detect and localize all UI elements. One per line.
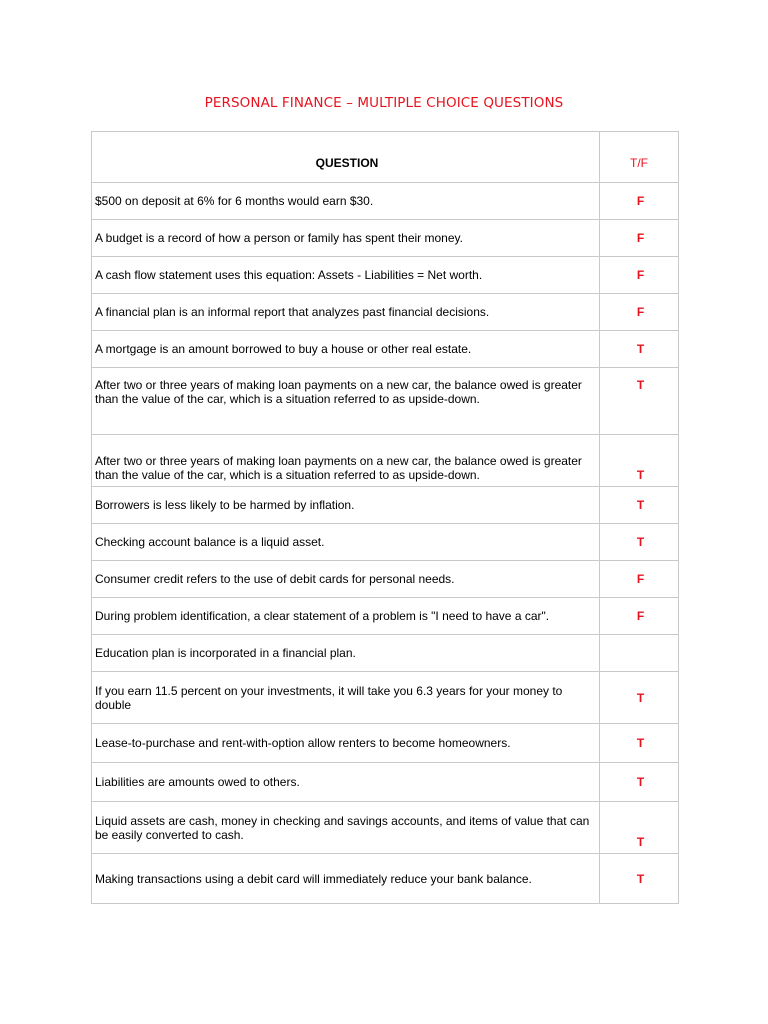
table-row [92,183,679,220]
answer-cell: F [600,257,679,294]
question-cell: Liabilities are amounts owed to others. [92,763,600,802]
table-row [92,561,679,598]
answer-cell: T [600,672,679,724]
table-row [92,257,679,294]
answer-cell: T [600,763,679,802]
answer-cell: T [600,854,679,904]
question-cell: Checking account balance is a liquid asset. [92,524,600,561]
table-row [92,763,679,802]
answer-cell: F [600,294,679,331]
question-cell: After two or three years of making loan payments on a new car, the balance owed is greater than the value of the car, which is a situation referred to as upside-down. [92,435,600,487]
question-cell: Making transactions using a debit card will immediately reduce your bank balance. [92,854,600,904]
question-cell: A cash flow statement uses this equation: Assets - Liabilities = Net worth. [92,257,600,294]
table-row [92,331,679,368]
answer-cell: F [600,183,679,220]
questions-table [91,131,679,904]
answer-cell: F [600,220,679,257]
answer-cell: T [600,487,679,524]
table-row [92,672,679,724]
table-row [92,368,679,435]
answer-cell: T [600,724,679,763]
table-row [92,854,679,904]
answer-cell: T [600,368,679,435]
table-row [92,598,679,635]
answer-cell: F [600,598,679,635]
question-cell: Lease-to-purchase and rent-with-option allow renters to become homeowners. [92,724,600,763]
answer-cell: T [600,435,679,487]
answer-cell: T [600,802,679,854]
table-row [92,294,679,331]
question-cell: If you earn 11.5 percent on your investments, it will take you 6.3 years for your money to double [92,672,600,724]
question-cell: Liquid assets are cash, money in checking and savings accounts, and items of value that can be easily converted to cash. [92,802,600,854]
answer-cell: T [600,331,679,368]
question-cell: $500 on deposit at 6% for 6 months would earn $30. [92,183,600,220]
answer-cell: T [600,524,679,561]
question-cell: Education plan is incorporated in a financial plan. [92,635,600,672]
question-cell: A budget is a record of how a person or family has spent their money. [92,220,600,257]
question-cell: Borrowers is less likely to be harmed by inflation. [92,487,600,524]
page-title: PERSONAL FINANCE – MULTIPLE CHOICE QUESTIONS [204,95,564,111]
table-header-row [92,132,679,183]
table-row [92,435,679,487]
question-cell: After two or three years of making loan payments on a new car, the balance owed is greater than the value of the car, which is a situation referred to as upside-down. [92,368,600,435]
table-row [92,802,679,854]
answer-cell: F [600,561,679,598]
question-cell: A mortgage is an amount borrowed to buy a house or other real estate. [92,331,600,368]
question-cell: A financial plan is an informal report that analyzes past financial decisions. [92,294,600,331]
question-column-header: QUESTION [92,132,600,183]
table-row [92,487,679,524]
table-row [92,524,679,561]
table-row [92,635,679,672]
answer-cell [600,635,679,672]
question-cell: Consumer credit refers to the use of debit cards for personal needs. [92,561,600,598]
tf-column-header: T/F [600,132,679,183]
table-row [92,724,679,763]
table-row [92,220,679,257]
question-cell: During problem identification, a clear statement of a problem is "I need to have a car". [92,598,600,635]
